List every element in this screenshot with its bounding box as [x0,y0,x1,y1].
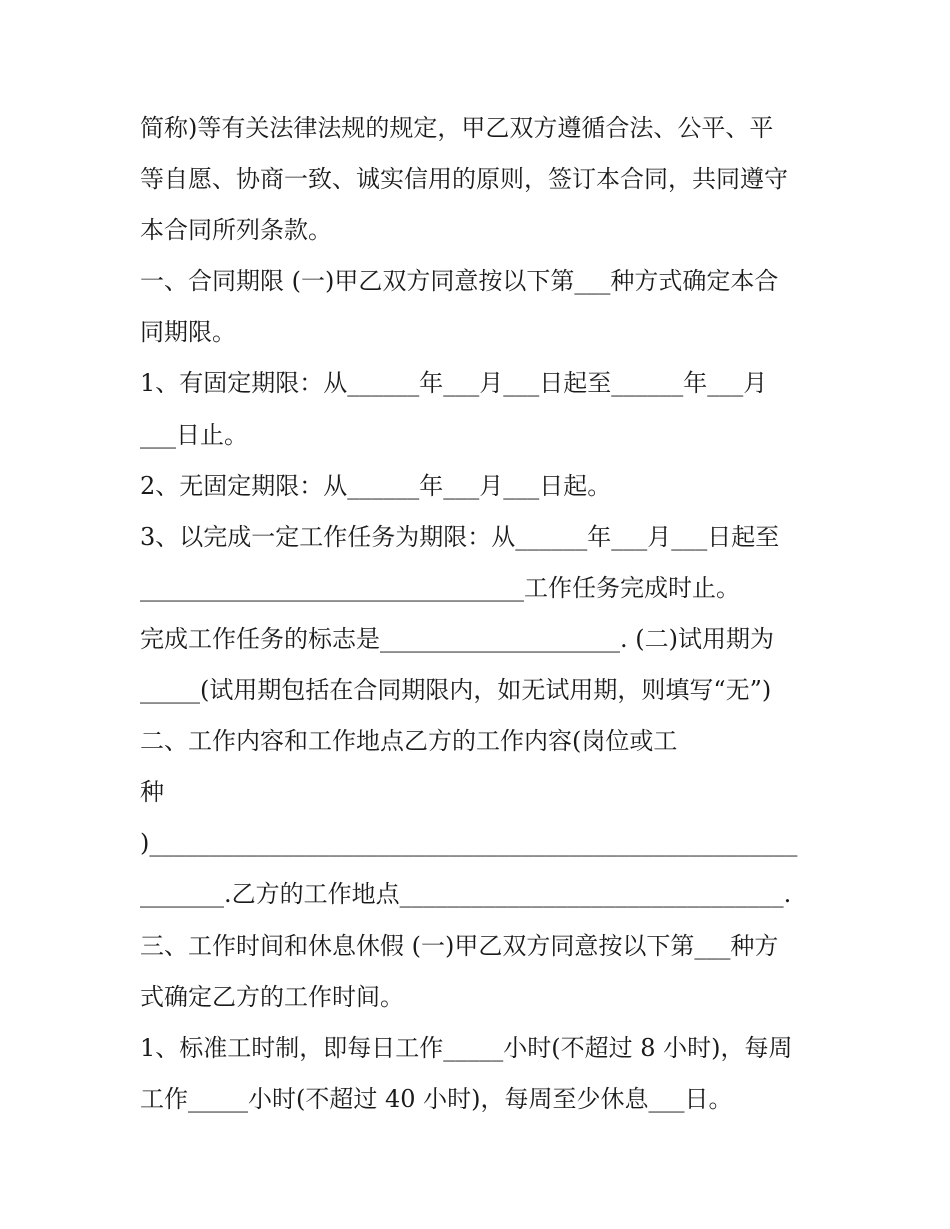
contract-text [140,103,820,1125]
text-line: 等自愿、协商一致、诚实信用的原则，签订本合同，共同遵守 [140,165,788,194]
text-line: )______________________________________________________ [140,829,798,858]
text-line: 本合同所列条款。 [140,216,332,245]
text-line: 工作_____小时(不超过 40 小时)，每周至少休息___日。 [140,1084,733,1113]
text-line: 简称)等有关法律法规的规定，甲乙双方遵循合法、公平、平 [140,114,774,142]
task-term-clause: 3、以完成一定工作任务为期限：从______年___月___日起至 [140,522,780,551]
fixed-term-clause: 1、有固定期限：从______年___月___日起至______年___月 [140,369,768,398]
section-heading-contract-term: 一、合同期限 (一)甲乙双方同意按以下第___种方式确定本合 [140,267,779,296]
section-heading-working-hours: 三、工作时间和休息休假 (一)甲乙双方同意按以下第___种方 [140,931,779,960]
work-location-clause: _______.乙方的工作地点________________________________. [140,880,792,909]
standard-hours-clause: 1、标准工时制，即每日工作_____小时(不超过 8 小时)，每周 [140,1033,793,1062]
section-heading-work-content: 二、工作内容和工作地点乙方的工作内容(岗位或工 [140,727,678,756]
text-line: ___日止。 [140,420,248,449]
text-line: ________________________________工作任务完成时止。 [140,573,740,602]
text-line: _____(试用期包括在合同期限内，如无试用期，则填写“无”) [140,676,772,705]
open-term-clause: 2、无固定期限：从______年___月___日起。 [140,471,612,500]
text-line: 同期限。 [140,318,236,347]
text-line: 式确定乙方的工作时间。 [140,982,404,1011]
probation-clause: 完成工作任务的标志是____________________. (二)试用期为 [140,624,774,653]
text-line: 种 [140,778,164,807]
